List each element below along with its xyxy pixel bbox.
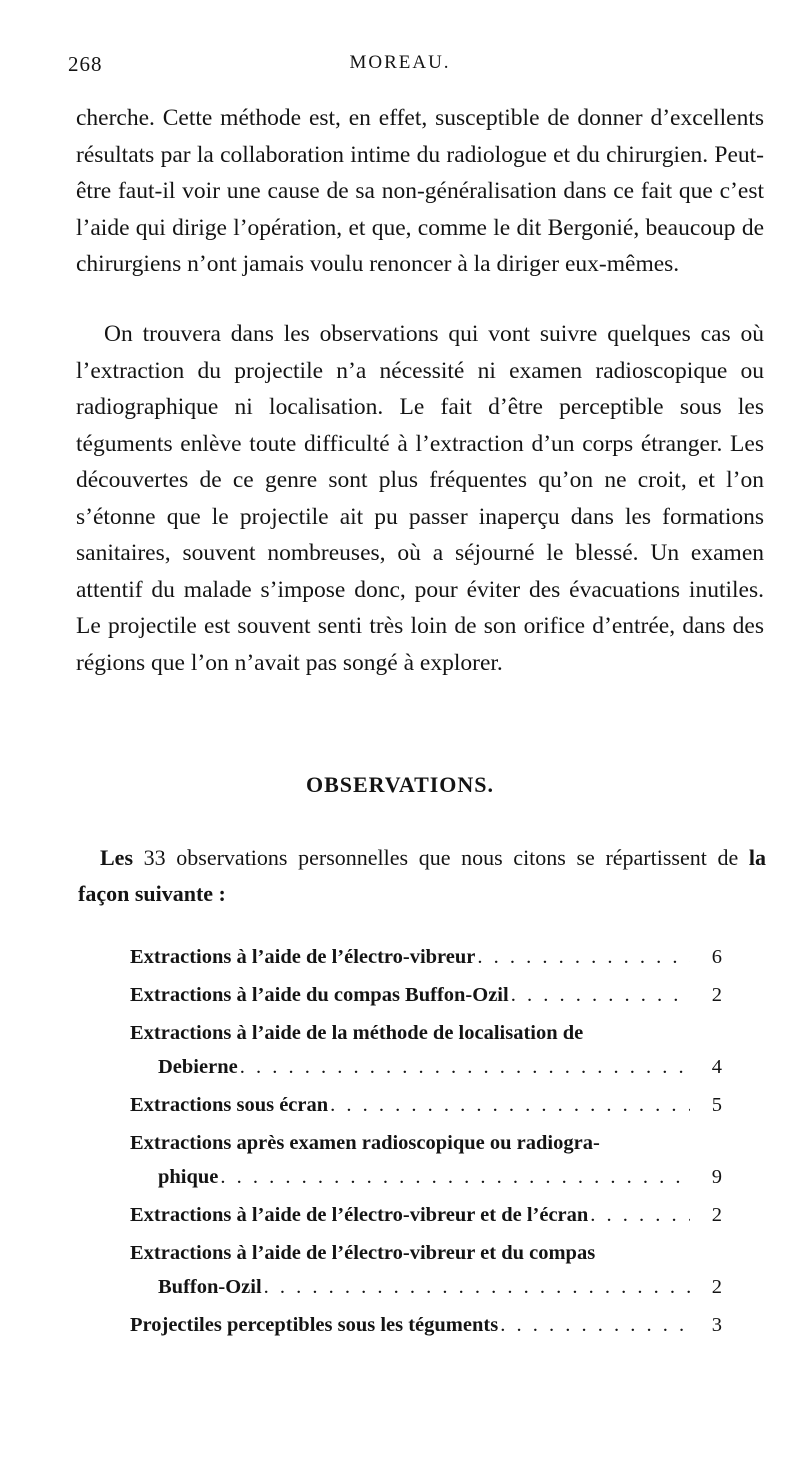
list-item: [130, 1308, 722, 1342]
intro-line2: la façon suivante :: [78, 845, 767, 906]
intro-rest: 33 observations personnelles que nous citons se répartissent de: [143, 845, 739, 870]
list-item-line: [130, 1308, 722, 1342]
list-item-label: Extractions à l’aide de l’électro-vibreur: [130, 946, 476, 968]
list-item-label: Extractions à l’aide de l’électro-vibreur et de l’écran: [130, 1204, 589, 1226]
list-item-label: Extractions à l’aide de la méthode de localisation de: [130, 1022, 584, 1044]
list-item: [130, 1198, 722, 1232]
list-item-line: [130, 978, 722, 1012]
list-item-line: [130, 1198, 722, 1232]
observations-list: [130, 940, 722, 1346]
list-item-label: Extractions à l’aide du compas Buffon-Ozil: [130, 984, 509, 1006]
list-item-line: [130, 1088, 722, 1122]
dot-leader: [500, 1308, 690, 1342]
intro-lead: Les: [100, 845, 133, 870]
list-item-count: 6: [711, 946, 722, 968]
list-item-line: [130, 1160, 722, 1194]
list-item-label: Projectiles perceptibles sous les téguments: [130, 1314, 499, 1336]
dot-leader: [264, 1270, 690, 1304]
list-item: [130, 1236, 722, 1304]
list-item-count: 9: [711, 1166, 722, 1188]
dot-leader: [330, 1088, 690, 1122]
list-item-count: 2: [711, 1276, 722, 1298]
paragraph-projectile-findings: On trouvera dans les observations qui vont suivre quelques cas où l’extraction du projectile n’a nécessité ni examen radioscopique ou radiographique ni localisation. Le fait d’être perceptible sous les téguments enlève toute difficulté à l’extraction d’un corps étranger. Les découvertes de ce genre sont plus fréquentes qu’on ne croit, et l’on s’étonne que le projectile ait pu passer inaperçu dans les formations sanitaires, souvent nombreuses, où a séjourné le blessé. Un examen attentif du malade s’impose donc, pour éviter des évacuations inutiles. Le projectile est souvent senti très loin de son orifice d’entrée, dans des régions que l’on n’avait pas songé à explorer.: [76, 321, 764, 676]
list-item-continuation: phique: [158, 1166, 219, 1188]
list-item-count: 3: [711, 1314, 722, 1336]
dot-leader: [590, 1198, 690, 1232]
dot-leader: [220, 1160, 690, 1194]
list-item-continuation: Debierne: [158, 1056, 238, 1078]
section-title: OBSERVATIONS.: [305, 772, 495, 797]
list-item-count: 5: [711, 1094, 722, 1116]
list-item-line: [130, 1270, 722, 1304]
dot-leader: [477, 940, 690, 974]
running-head: MOREAU.: [349, 52, 451, 73]
list-item: [130, 1088, 722, 1122]
dot-leader: [240, 1050, 690, 1084]
list-item: [130, 1016, 722, 1084]
page-header: [60, 52, 740, 82]
list-item: [130, 940, 722, 974]
dot-leader: [511, 978, 690, 1012]
list-item-line: [130, 940, 722, 974]
list-item: [130, 978, 722, 1012]
list-item-line: [130, 1050, 722, 1084]
list-item-label: Extractions après examen radioscopique ou radiogra-: [130, 1132, 600, 1154]
list-item-continuation: Buffon-Ozil: [158, 1276, 262, 1298]
list-item-count: 4: [711, 1056, 722, 1078]
list-item: [130, 1126, 722, 1194]
observations-intro: [78, 840, 766, 912]
list-item-label: Extractions sous écran: [130, 1094, 329, 1116]
list-item-count: 2: [711, 1204, 722, 1226]
list-item-count: 2: [711, 984, 722, 1006]
paragraph-continuation: cherche. Cette méthode est, en effet, susceptible de donner d’excellents résultats par la collaboration intime du radiologue et du chirurgien. Peut-être faut-il voir une cause de sa non-généralisation dans ce fait que c’est l’aide qui dirige l’opération, et que, comme le dit Bergonié, beaucoup de chirurgiens n’ont jamais voulu renoncer à la diriger eux-mêmes.: [76, 105, 764, 277]
list-item-label: Extractions à l’aide de l’électro-vibreur et du compas: [130, 1242, 596, 1264]
page-number: 268: [68, 52, 103, 76]
